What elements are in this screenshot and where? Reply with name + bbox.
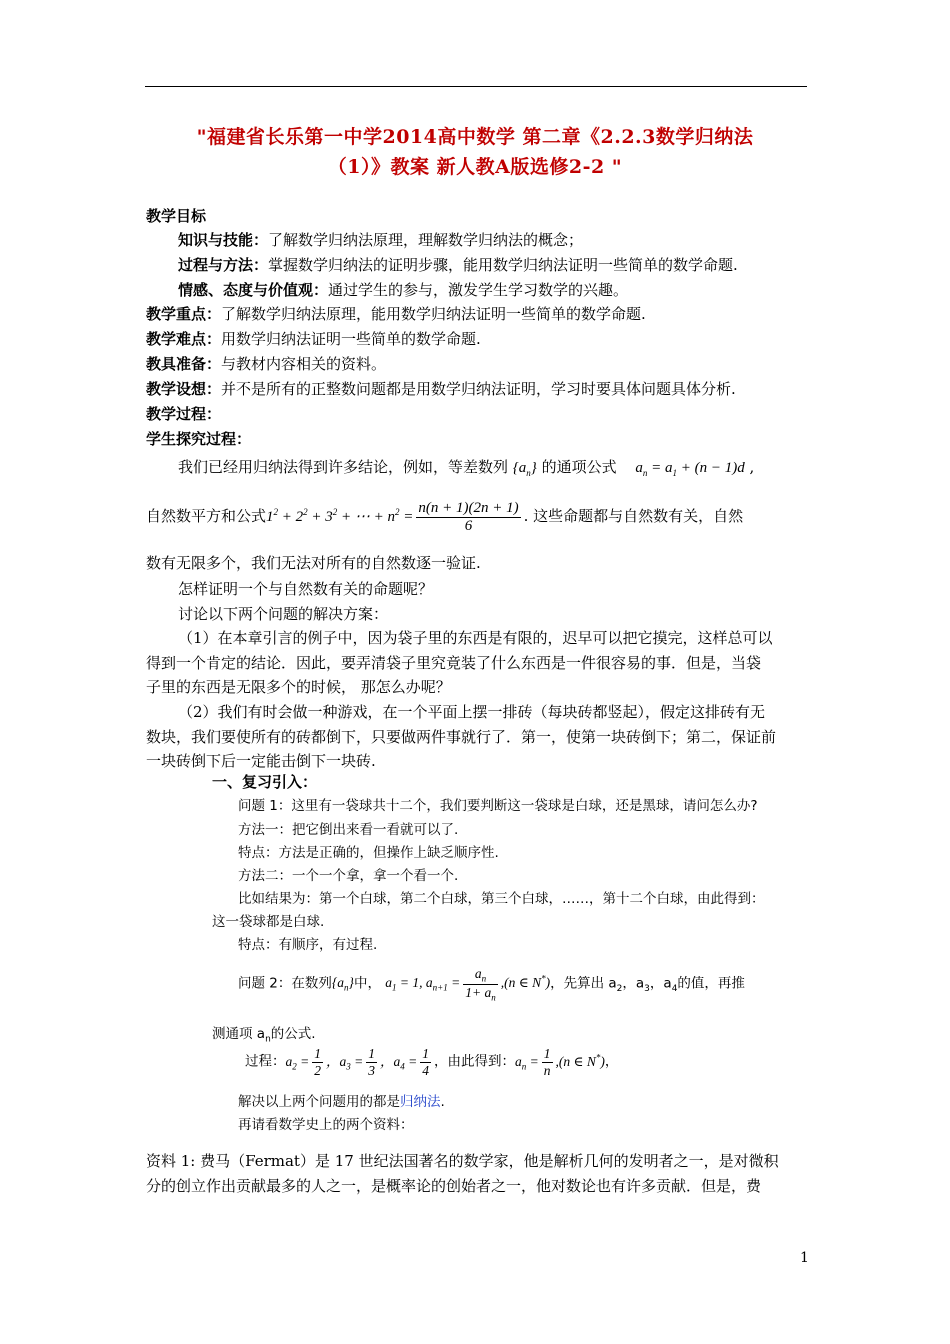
goal-process-text: 掌握数学归纳法的证明步骤，能用数学归纳法证明一些简单的数学命题. bbox=[268, 256, 738, 274]
q2-text-h: 的公式. bbox=[270, 1026, 316, 1042]
teaching-idea bbox=[146, 378, 736, 399]
p1-text-a: 我们已经用归纳法得到许多结论，例如，等差数列 bbox=[178, 458, 509, 476]
proc-text-a: 过程： bbox=[245, 1053, 286, 1070]
goal-attitude-label: 情感、态度与价值观： bbox=[178, 281, 329, 299]
goals-heading: 教学目标 bbox=[146, 207, 207, 225]
goal-attitude-text: 通过学生的参与，激发学生学习数学的兴趣。 bbox=[328, 281, 629, 299]
review-result-line-1: 比如结果为：第一个白球，第二个白球，第三个白球，……，第十二个白球，由此得到： bbox=[238, 891, 765, 907]
review-feature-1: 特点：方法是正确的，但操作上缺乏顺序性. bbox=[238, 845, 499, 861]
p2-text-a: 自然数平方和公式 bbox=[146, 506, 267, 525]
teaching-focus-text: 了解数学归纳法原理，能用数学归纳法证明一些简单的数学命题. bbox=[221, 305, 646, 323]
goal-knowledge-text: 了解数学归纳法原理，理解数学归纳法的概念； bbox=[268, 231, 584, 249]
p1-text-b: 的通项公式 bbox=[541, 458, 617, 476]
review-method-2: 方法二：一个一个拿，拿一个看一个. bbox=[238, 868, 459, 884]
q2-text-d: ，a bbox=[622, 975, 645, 992]
header-rule bbox=[145, 86, 807, 87]
review-process: 过程：$a_2$ = $\frac{1}{2}$ ，$a_3$ = $\frac{1}{3}$ ，$a_4$ = $\frac{1}{4}$ ，由此得到：$a_n$ = $\frac{1}{n}$ ,(n ∈ N*)， bbox=[245, 1046, 619, 1078]
recurrence-formula: $a_1 = 1$, $a_{n+1}$ = $\frac{a_n}{1+ a_n}$ ,(n ∈ N*) bbox=[385, 966, 551, 1003]
material-1-line-1: 资料 1: 费马（Fermat）是 17 世纪法国著名的数学家，他是解析几何的发明者之一，是对微积 bbox=[146, 1152, 779, 1170]
goal-knowledge bbox=[178, 229, 583, 250]
review-feature-2: 特点：有顺序，有过程. bbox=[238, 937, 378, 953]
p6-line-2: 得到一个肯定的结论．因此，要弄清袋子里究竟装了什么东西是一件很容易的事．但是，当袋 bbox=[146, 654, 762, 672]
teaching-tools-text: 与教材内容相关的资料。 bbox=[221, 355, 387, 373]
p4: 怎样证明一个与自然数有关的命题呢？ bbox=[178, 580, 434, 598]
p3: 数有无限多个，我们无法对所有的自然数逐一验证. bbox=[146, 554, 481, 572]
p7-line-2: 数块，我们要使所有的砖都倒下，只要做两件事就行了．第一，使第一块砖倒下；第二，保证前 bbox=[146, 728, 777, 746]
review-summary bbox=[238, 1090, 445, 1110]
q2-text-f: 的值，再推 bbox=[677, 975, 745, 992]
sequence-an-formula: $\{a_n\}$ bbox=[512, 460, 537, 478]
goal-process bbox=[178, 254, 738, 275]
teaching-idea-label: 教学设想： bbox=[146, 380, 222, 398]
review-history: 再请看数学史上的两个资料： bbox=[238, 1117, 414, 1133]
p7-line-1: （2）我们有时会做一种游戏，在一个平面上摆一排砖（每块砖都竖起），假定这排砖有无 bbox=[178, 703, 766, 721]
q2-text-e: ，a bbox=[649, 975, 672, 992]
document-title-line-2: （1）》教案 新人教A版选修2-2 " bbox=[327, 156, 623, 178]
material-1-line-2: 分的创立作出贡献最多的人之一，是概率论的创始者之一，他对数论也有许多贡献．但是，费 bbox=[146, 1177, 762, 1195]
p2-text-b: . 这些命题都与自然数有关，自然 bbox=[523, 506, 744, 525]
paragraph-square-sum bbox=[146, 500, 743, 535]
teaching-difficulty bbox=[146, 328, 481, 349]
review-question-2: 问题 2：在数列$\{a_n\}$中， $a_1 = 1$, $a_{n+1}$ = $\frac{a_n}{1+ a_n}$ ,(n ∈ N*)，先算出 $a_2$，$a_3$，$a_4$的值，再推 bbox=[238, 966, 745, 1003]
square-sum-formula: $1^2 + 2^2 + 3^2$ + ⋯ + $n^2$ = $\frac{n(n + 1)(2n + 1)}{6}$ bbox=[266, 500, 519, 534]
q2-text-c: ，先算出 a bbox=[550, 975, 617, 992]
review-heading: 一、复习引入： bbox=[212, 773, 318, 791]
explore-heading: 学生探究过程： bbox=[146, 430, 252, 448]
proc-text-b: ，由此得到： bbox=[434, 1053, 515, 1070]
process-values: $a_2$ = $\frac{1}{2}$ ，$a_3$ = $\frac{1}{3}$ ，$a_4$ = $\frac{1}{4}$ bbox=[285, 1046, 429, 1078]
q2-text-b: 中， bbox=[353, 975, 381, 992]
teaching-focus-label: 教学重点： bbox=[146, 305, 222, 323]
general-term-formula: $a_n = a_1 + (n - 1)d$ bbox=[635, 460, 745, 478]
review-method-1: 方法一：把它倒出来看一看就可以了. bbox=[238, 822, 459, 838]
p6-line-3: 子里的东西是无限多个的时候， 那怎么办呢？ bbox=[146, 678, 451, 696]
goal-knowledge-label: 知识与技能： bbox=[178, 231, 269, 249]
page-number: 1 bbox=[800, 1250, 809, 1266]
review-result-line-2: 这一袋球都是白球. bbox=[212, 914, 325, 930]
review-question-2-cont: 测通项 $a_n$的公式. bbox=[212, 1026, 316, 1045]
summary-text-b: . bbox=[440, 1094, 445, 1110]
teaching-tools-label: 教具准备： bbox=[146, 355, 222, 373]
p5: 讨论以下两个问题的解决方案： bbox=[178, 605, 389, 623]
goal-process-label: 过程与方法： bbox=[178, 256, 269, 274]
teaching-focus bbox=[146, 303, 646, 324]
paragraph-arithmetic-sequence: 我们已经用归纳法得到许多结论，例如，等差数列 $\{a_n\}$ 的通项公式 $a_n = a_1 + (n - 1)d$ , bbox=[178, 458, 755, 478]
q2-text-g: 测通项 a bbox=[212, 1026, 266, 1042]
q2-text-a: 问题 2：在数列 bbox=[238, 975, 332, 992]
p6-line-1: （1）在本章引言的例子中，因为袋子里的东西是有限的，迟早可以把它摸完，这样总可以 bbox=[178, 629, 773, 647]
p7-line-3: 一块砖倒下后一定能击倒下一块砖. bbox=[146, 752, 376, 770]
teaching-idea-text: 并不是所有的正整数问题都是用数学归纳法证明，学习时要具体问题具体分析. bbox=[221, 380, 736, 398]
induction-link[interactable]: 归纳法 bbox=[400, 1094, 441, 1110]
sequence-an-set: $\{a_n\}$ bbox=[331, 975, 354, 993]
review-question-1: 问题 1：这里有一袋球共十二个，我们要判断这一袋球是白球，还是黑球，请问怎么办? bbox=[238, 798, 758, 814]
teaching-difficulty-text: 用数学归纳法证明一些简单的数学命题. bbox=[221, 330, 481, 348]
process-heading: 教学过程： bbox=[146, 405, 222, 423]
teaching-tools bbox=[146, 353, 386, 374]
goal-attitude bbox=[178, 279, 628, 300]
inferred-formula: $a_n$ = $\frac{1}{n}$ ,(n ∈ N*) bbox=[515, 1046, 605, 1078]
summary-text-a: 解决以上两个问题用的都是 bbox=[238, 1094, 400, 1110]
teaching-difficulty-label: 教学难点： bbox=[146, 330, 222, 348]
document-title-line-1: "福建省长乐第一中学2014高中数学 第二章《2.2.3数学归纳法 bbox=[196, 126, 754, 148]
